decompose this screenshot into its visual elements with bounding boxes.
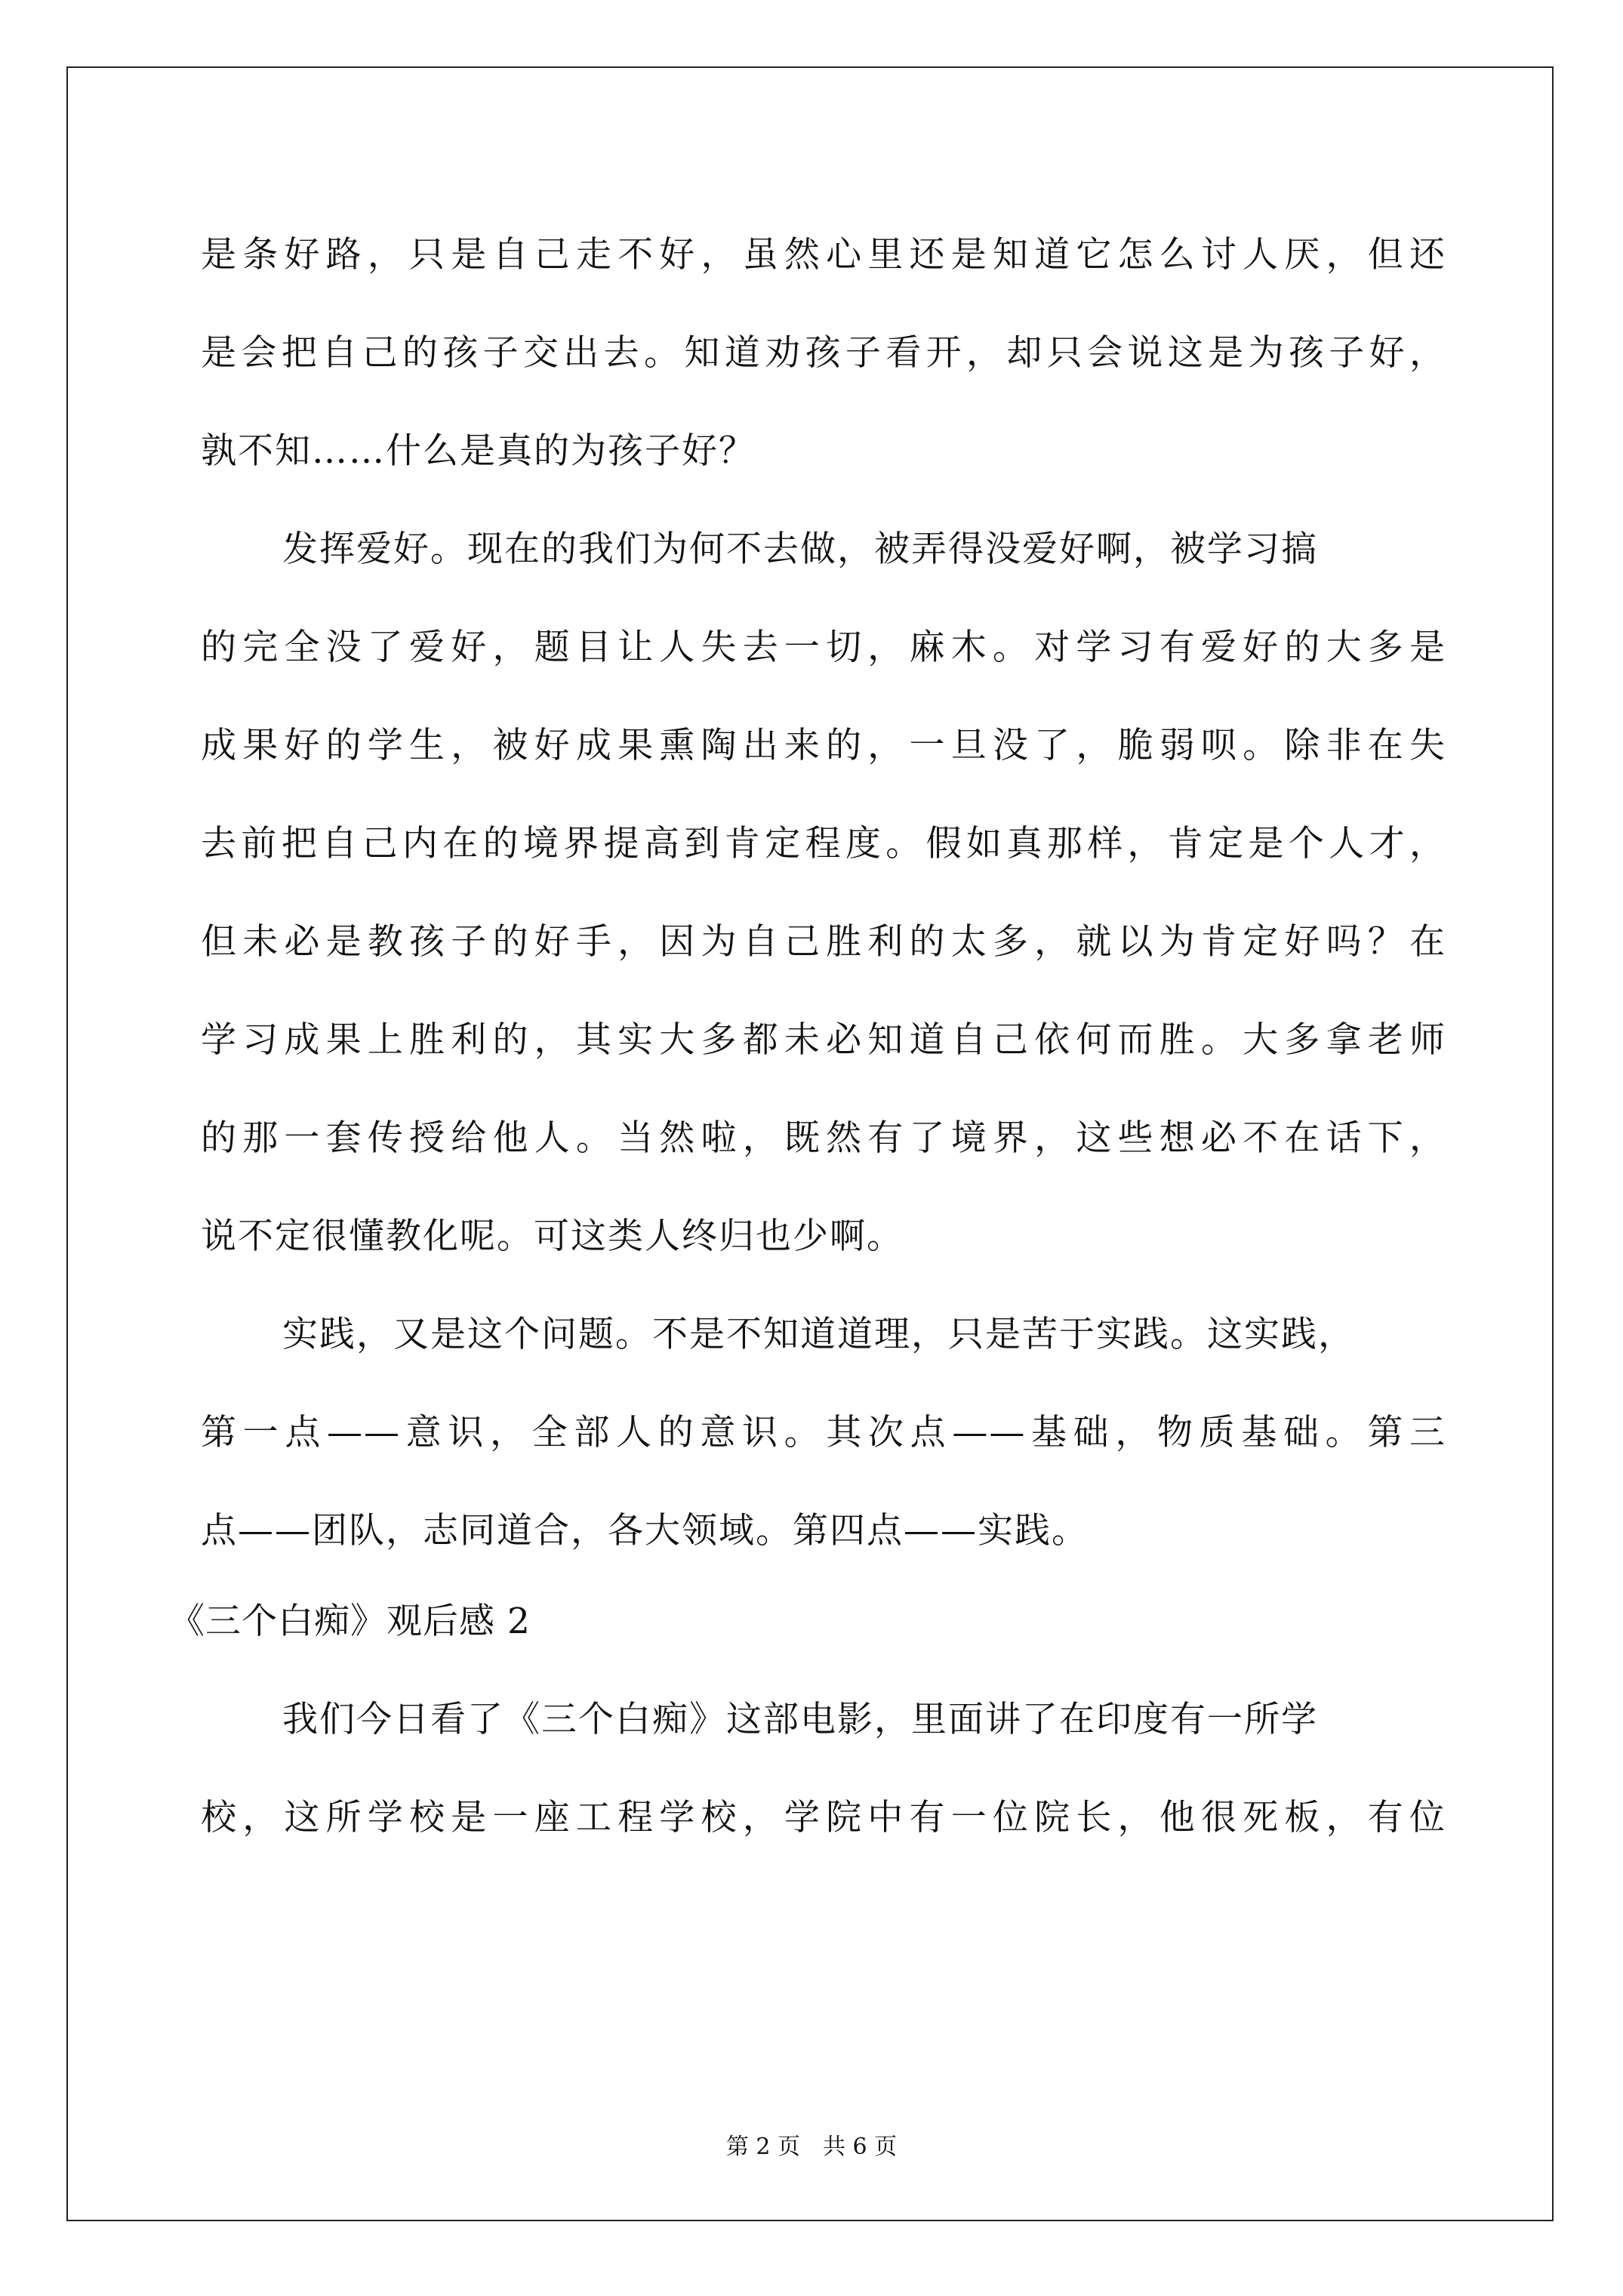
paragraph-2-line-5: 但未必是教孩子的好手，因为自己胜利的太多，就以为肯定好吗？在 [201, 921, 1446, 963]
paragraph-2-line-4: 去前把自己内在的境界提高到肯定程度。假如真那样，肯定是个人才， [201, 823, 1446, 864]
paragraph-2-line-2: 的完全没了爱好，题目让人失去一切，麻木。对学习有爱好的大多是 [201, 627, 1446, 668]
paragraph-2-line-7: 的那一套传授给他人。当然啦，既然有了境界，这些想必不在话下， [201, 1117, 1446, 1159]
paragraph-2-line-8: 说不定很懂教化呢。可这类人终归也少啊。 [201, 1216, 904, 1257]
paragraph-2-line-3: 成果好的学生，被好成果熏陶出来的，一旦没了，脆弱呗。除非在失 [201, 725, 1446, 766]
paragraph-3-line-2: 第一点——意识，全部人的意识。其次点——基础，物质基础。第三 [201, 1412, 1446, 1453]
page-number-footer: 第 2 页 共 6 页 [725, 2134, 898, 2160]
paragraph-3-line-1: 实践，又是这个问题。不是不知道道理，只是苦于实践。这实践， [282, 1314, 1355, 1355]
section-heading: 《三个白痴》观后感 2 [169, 1601, 531, 1642]
paragraph-1-line-2: 是会把自己的孩子交出去。知道劝孩子看开，却只会说这是为孩子好， [201, 332, 1446, 374]
paragraph-2-line-6: 学习成果上胜利的，其实大多都未必知道自己依何而胜。大多拿老师 [201, 1019, 1446, 1061]
paragraph-1-line-1: 是条好路，只是自己走不好，虽然心里还是知道它怎么讨人厌，但还 [201, 234, 1446, 276]
paragraph-3-line-3: 点——团队，志同道合，各大领域。第四点——实践。 [201, 1510, 1089, 1552]
paragraph-1-line-3: 孰不知……什么是真的为孩子好？ [201, 430, 756, 472]
paragraph-4-line-2: 校，这所学校是一座工程学校，学院中有一位院长，他很死板，有位 [201, 1797, 1446, 1838]
paragraph-4-line-1: 我们今日看了《三个白痴》这部电影，里面讲了在印度有一所学 [282, 1699, 1318, 1740]
paragraph-2-line-1: 发挥爱好。现在的我们为何不去做，被弄得没爱好啊，被学习搞 [282, 529, 1318, 570]
